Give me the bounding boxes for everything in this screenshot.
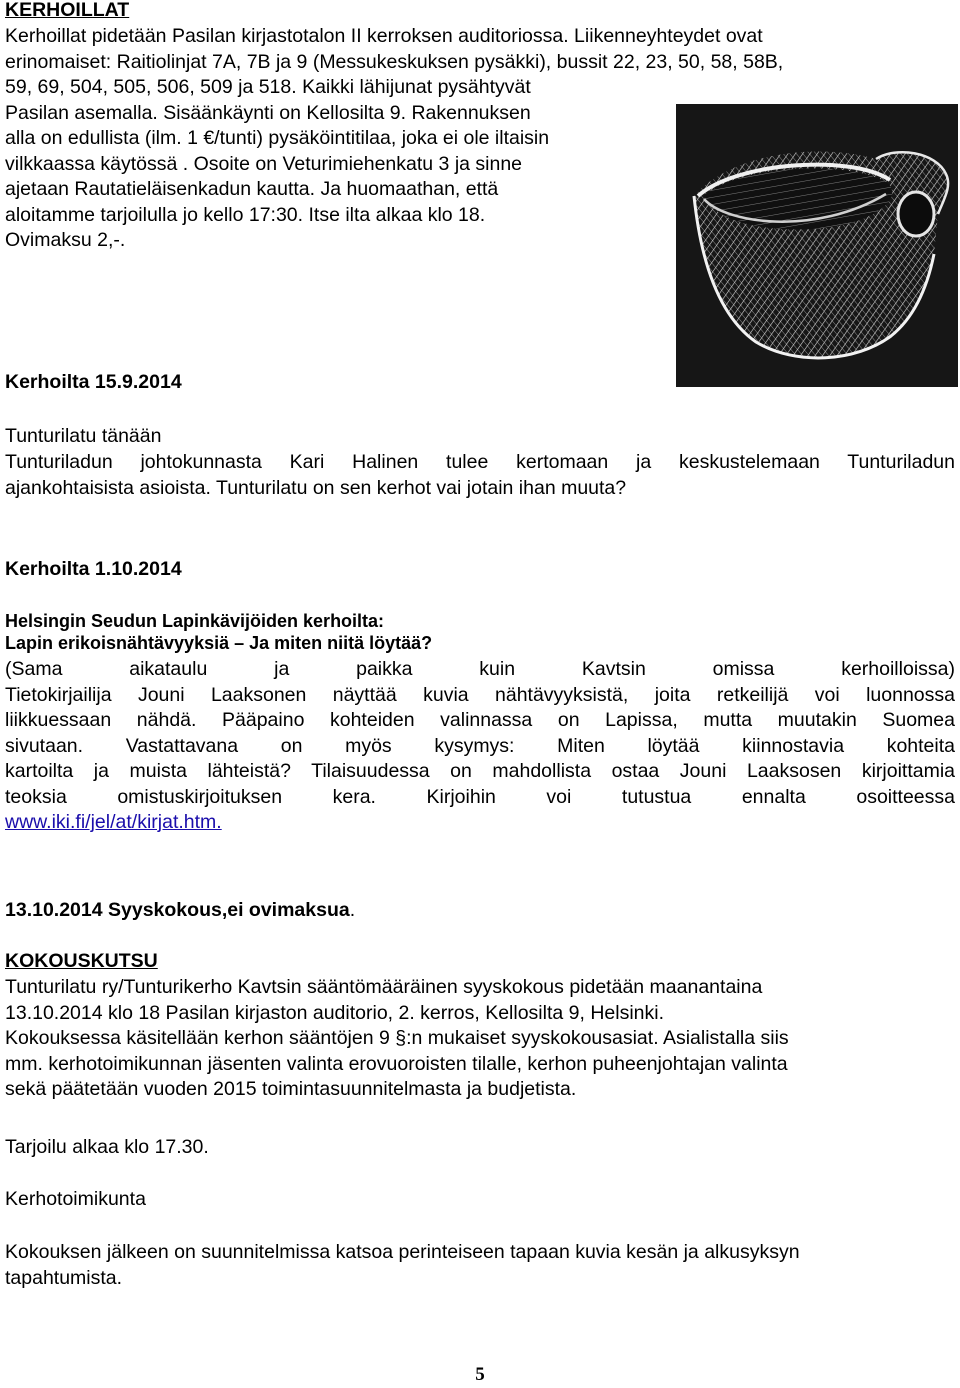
books-link[interactable]: www.iki.fi/jel/at/kirjat.htm. xyxy=(5,811,222,833)
meeting2-description-line: teoksia omistuskirjoituksen kera. Kirjoihin voi tutustua ennalta osoitteessa xyxy=(5,785,955,808)
intro-line: ajetaan Rautatieläisenkadun kautta. Ja huomaathan, että xyxy=(5,178,499,200)
meeting1-description xyxy=(5,450,955,501)
kuksa-cup-drawing-icon xyxy=(676,104,958,387)
intro-line: Kerhoillat pidetään Pasilan kirjastotalon II kerroksen auditoriossa. Liikenneyhteydet ovat xyxy=(5,25,763,47)
meeting1-description-line: ajankohtaisista asioista. Tunturilatu on sen kerhot vai jotain ihan muuta? xyxy=(5,476,627,499)
page-number: 5 xyxy=(475,1364,485,1385)
invitation-line: 13.10.2014 klo 18 Pasilan kirjaston auditorio, 2. kerros, Kellosilta 9, Helsinki. xyxy=(5,1001,665,1024)
invitation-line: mm. kerhotoimikunnan jäsenten valinta erovuoroisten tilalle, kerhon puheenjohtajan valinta xyxy=(5,1052,788,1075)
after-meeting-line: Kokouksen jälkeen on suunnitelmissa katsoa perinteiseen tapaan kuvia kesän ja alkusyksyn xyxy=(5,1241,800,1263)
invitation-heading: KOKOUSKUTSU xyxy=(5,950,158,972)
meeting1-topic: Tunturilatu tänään xyxy=(5,425,162,447)
after-meeting-paragraph xyxy=(5,1240,800,1291)
intro-line: Ovimaksu 2,-. xyxy=(5,229,126,251)
intro-line: 59, 69, 504, 505, 506, 509 ja 518. Kaikki lähijunat pysähtyvät xyxy=(5,76,531,98)
signature: Kerhotoimikunta xyxy=(5,1188,146,1210)
intro-heading: KERHOILLAT xyxy=(5,0,130,21)
meeting3-date-heading xyxy=(5,898,355,924)
meeting2-subtitle-1: Helsingin Seudun Lapinkävijöiden kerhoilta: xyxy=(5,611,385,631)
meeting2-subtitle-2: Lapin erikoisnähtävyyksiä – Ja miten niitä löytää? xyxy=(5,633,433,653)
intro-line: Pasilan asemalla. Sisäänkäynti on Kellosilta 9. Rakennuksen xyxy=(5,101,531,124)
meeting2-description xyxy=(5,657,955,836)
invitation-paragraph xyxy=(5,975,789,1103)
invitation-line: Kokouksessa käsitellään kerhon sääntöjen 9 §:n mukaiset syyskokousasiat. Asialistalla siis xyxy=(5,1027,789,1049)
intro-line: alla on edullista (ilm. 1 €/tunti) pysäköintitilaa, joka ei ole iltaisin xyxy=(5,127,550,149)
meeting2-date-heading: Kerhoilta 1.10.2014 xyxy=(5,558,182,580)
invitation-line: sekä päätetään vuoden 2015 toimintasuunnitelmasta ja budjetista. xyxy=(5,1078,577,1100)
invitation-line: Tunturilatu ry/Tunturikerho Kavtsin sääntömääräinen syyskokous pidetään maanantaina xyxy=(5,976,763,998)
meeting3-date-heading-text: 13.10.2014 Syyskokous,ei ovimaksua xyxy=(5,899,350,921)
meeting1-date-heading: Kerhoilta 15.9.2014 xyxy=(5,371,182,393)
intro-line: erinomaiset: Raitiolinjat 7A, 7B ja 9 (Messukeskuksen pysäkki), bussit 22, 23, 50, 58, 58B, xyxy=(5,50,784,73)
refreshments-note: Tarjoilu alkaa klo 17.30. xyxy=(5,1136,209,1158)
meeting2-description-line: liikkuessaan nähdä. Pääpaino kohteiden valinnassa on Lapissa, mutta muutakin Suomea xyxy=(5,709,955,731)
intro-line: aloitamme tarjoilulla jo kello 17:30. Itse ilta alkaa klo 18. xyxy=(5,203,486,226)
intro-paragraph xyxy=(5,24,783,254)
meeting2-description-line: kartoilta ja muista lähteistä? Tilaisuudessa on mahdollista ostaa Jouni Laaksosen kirjoittamia xyxy=(5,760,955,782)
meeting2-description-line: Tietokirjailija Jouni Laaksonen näyttää kuvia nähtävyyksistä, joita retkeilijä voi luonnossa xyxy=(5,683,955,706)
after-meeting-line: tapahtumista. xyxy=(5,1266,123,1289)
intro-line: vilkkaassa käytössä . Osoite on Veturimiehenkatu 3 ja sinne xyxy=(5,152,523,175)
meeting2-description-line: (Sama aikataulu ja paikka kuin Kavtsin omissa kerhoilloissa) xyxy=(5,658,955,680)
meeting2-description-line: sivutaan. Vastattavana on myös kysymys: Miten löytää kiinnostavia kohteita xyxy=(5,734,955,757)
meeting1-description-line: Tunturiladun johtokunnasta Kari Halinen tulee kertomaan ja keskustelemaan Tunturiladun xyxy=(5,451,955,473)
meeting3-date-heading-suffix: . xyxy=(349,899,356,921)
